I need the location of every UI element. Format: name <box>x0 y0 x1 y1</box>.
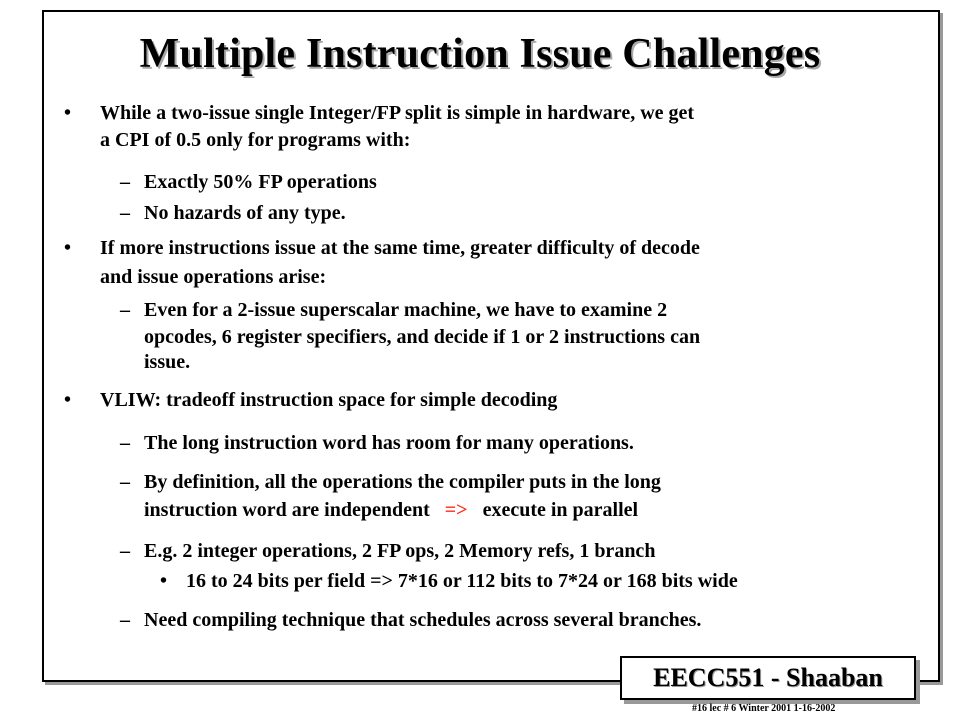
dash-1-1-glyph: – <box>120 171 130 193</box>
sub-bullet-glyph: • <box>160 570 168 592</box>
dash-1-2-text: No hazards of any type. <box>144 202 346 224</box>
dash-2-1-line-1: Even for a 2-issue superscalar machine, we have to examine 2 <box>144 299 668 321</box>
dash-1-1-text: Exactly 50% FP operations <box>144 171 377 193</box>
bullet-1-line-1: While a two-issue single Integer/FP split is simple in hardware, we get <box>100 102 695 124</box>
dash-3-2-line-2-b: execute in parallel <box>482 499 639 521</box>
dash-2-1-line-2: opcodes, 6 register specifiers, and decide if 1 or 2 instructions can <box>144 326 701 348</box>
dash-3-4-glyph: – <box>120 609 130 631</box>
lecture-info: #16 lec # 6 Winter 2001 1-16-2002 <box>692 703 836 714</box>
dash-3-2-line-2-a: instruction word are independent <box>144 499 430 521</box>
dash-3-3-text: E.g. 2 integer operations, 2 FP ops, 2 Memory refs, 1 branch <box>144 540 656 562</box>
dash-3-2-glyph: – <box>120 471 130 493</box>
dash-2-1-line-3: issue. <box>144 351 191 373</box>
dash-3-1-glyph: – <box>120 432 130 454</box>
bullet-2-line-1: If more instructions issue at the same time, greater difficulty of decode <box>100 237 700 259</box>
bullet-2-glyph: • <box>64 237 72 259</box>
bullet-3-glyph: • <box>64 389 72 411</box>
sub-bullet-text: 16 to 24 bits per field => 7*16 or 112 bits to 7*24 or 168 bits wide <box>186 570 738 592</box>
dash-1-2-glyph: – <box>120 202 130 224</box>
bullet-1-line-2: a CPI of 0.5 only for programs with: <box>100 129 411 151</box>
slide-title: Multiple Instruction Issue Challenges <box>139 31 821 77</box>
course-badge <box>620 656 916 700</box>
bullet-1-glyph: • <box>64 102 72 124</box>
implies-arrow: => <box>444 499 468 521</box>
dash-3-2-line-2 <box>144 498 638 522</box>
bullet-2-line-2: and issue operations arise: <box>100 266 327 288</box>
course-badge-label: EECC551 - Shaaban <box>653 663 883 692</box>
bullet-3-line-1: VLIW: tradeoff instruction space for simple decoding <box>100 389 558 411</box>
dash-3-3-glyph: – <box>120 540 130 562</box>
dash-3-1-text: The long instruction word has room for many operations. <box>144 432 634 454</box>
dash-3-4-text: Need compiling technique that schedules across several branches. <box>144 609 702 631</box>
dash-3-2-line-1: By definition, all the operations the compiler puts in the long <box>144 471 661 493</box>
dash-2-1-glyph: – <box>120 299 130 321</box>
